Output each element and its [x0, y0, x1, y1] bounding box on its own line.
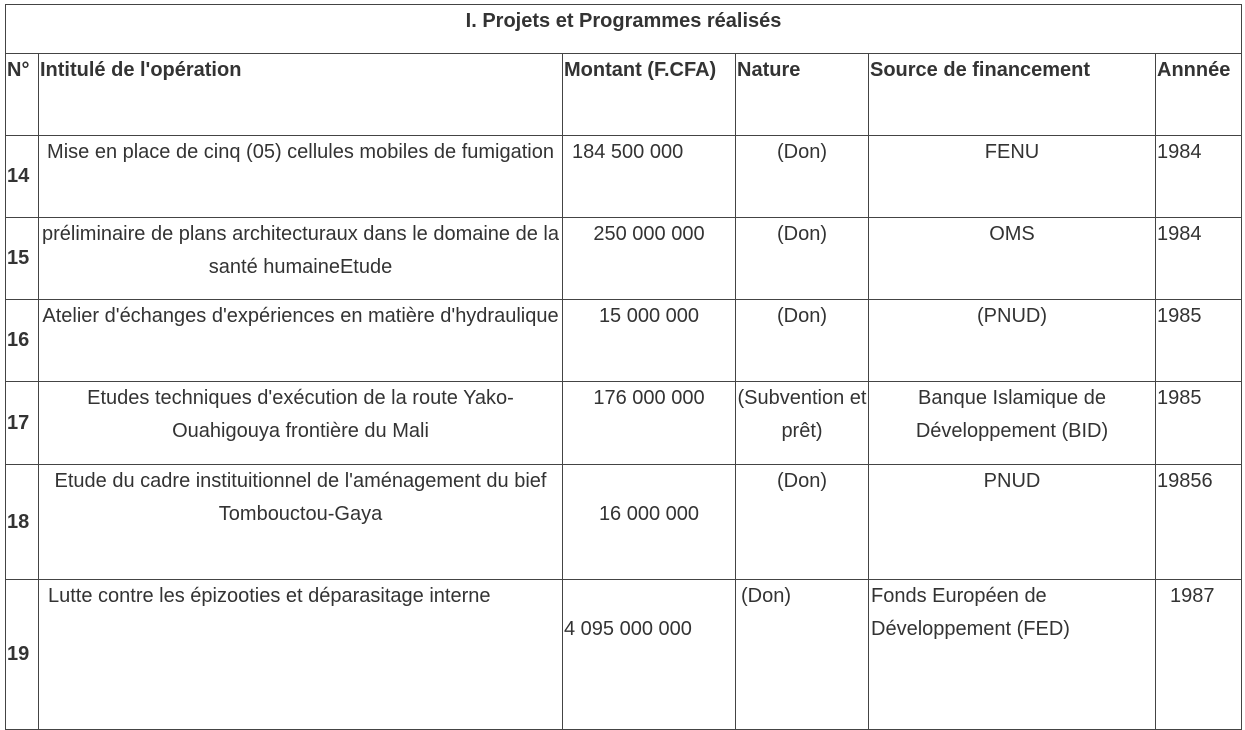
row-montant: 184 500 000	[563, 136, 736, 218]
row-montant: 16 000 000	[563, 465, 736, 580]
row-nature: (Subvention et prêt)	[736, 382, 869, 465]
row-source: Fonds Européen de Développement (FED)	[869, 580, 1156, 730]
header-montant: Montant (F.CFA)	[563, 54, 736, 136]
row-montant: 4 095 000 000	[563, 580, 736, 730]
row-source: PNUD	[869, 465, 1156, 580]
row-nature: (Don)	[736, 465, 869, 580]
table-row	[6, 136, 1242, 218]
row-intitule: Etude du cadre instituitionnel de l'aménagement du bief Tombouctou-Gaya	[39, 465, 563, 580]
row-annee: 1984	[1156, 218, 1242, 300]
row-nature: (Don)	[736, 136, 869, 218]
table-row	[6, 382, 1242, 465]
row-annee: 1985	[1156, 300, 1242, 382]
row-source: FENU	[869, 136, 1156, 218]
header-row	[6, 54, 1242, 136]
header-intitule: Intitulé de l'opération	[39, 54, 563, 136]
row-number: 15	[6, 218, 39, 300]
row-nature: (Don)	[736, 580, 869, 730]
row-number: 18	[6, 465, 39, 580]
row-annee: 1985	[1156, 382, 1242, 465]
header-nature: Nature	[736, 54, 869, 136]
row-annee: 19856	[1156, 465, 1242, 580]
table-title: I. Projets et Programmes réalisés	[6, 5, 1242, 54]
row-intitule: préliminaire de plans architecturaux dans le domaine de la santé humaineEtude	[39, 218, 563, 300]
row-intitule: Mise en place de cinq (05) cellules mobiles de fumigation	[39, 136, 563, 218]
row-intitule: Etudes techniques d'exécution de la route Yako-Ouahigouya frontière du Mali	[39, 382, 563, 465]
header-annee: Annnée	[1156, 54, 1242, 136]
table-row	[6, 218, 1242, 300]
table-row	[6, 465, 1242, 580]
row-nature: (Don)	[736, 300, 869, 382]
row-source: OMS	[869, 218, 1156, 300]
row-montant: 250 000 000	[563, 218, 736, 300]
header-source: Source de financement	[869, 54, 1156, 136]
row-intitule: Lutte contre les épizooties et déparasitage interne	[39, 580, 563, 730]
row-number: 19	[6, 580, 39, 730]
row-intitule: Atelier d'échanges d'expériences en matière d'hydraulique	[39, 300, 563, 382]
row-nature: (Don)	[736, 218, 869, 300]
table-row	[6, 580, 1242, 730]
table-row	[6, 300, 1242, 382]
row-annee: 1984	[1156, 136, 1242, 218]
row-annee: 1987	[1156, 580, 1242, 730]
header-number: N°	[6, 54, 39, 136]
row-number: 14	[6, 136, 39, 218]
row-montant: 176 000 000	[563, 382, 736, 465]
projects-table	[5, 4, 1242, 730]
row-number: 16	[6, 300, 39, 382]
row-source: Banque Islamique de Développement (BID)	[869, 382, 1156, 465]
row-montant: 15 000 000	[563, 300, 736, 382]
row-source: (PNUD)	[869, 300, 1156, 382]
row-number: 17	[6, 382, 39, 465]
